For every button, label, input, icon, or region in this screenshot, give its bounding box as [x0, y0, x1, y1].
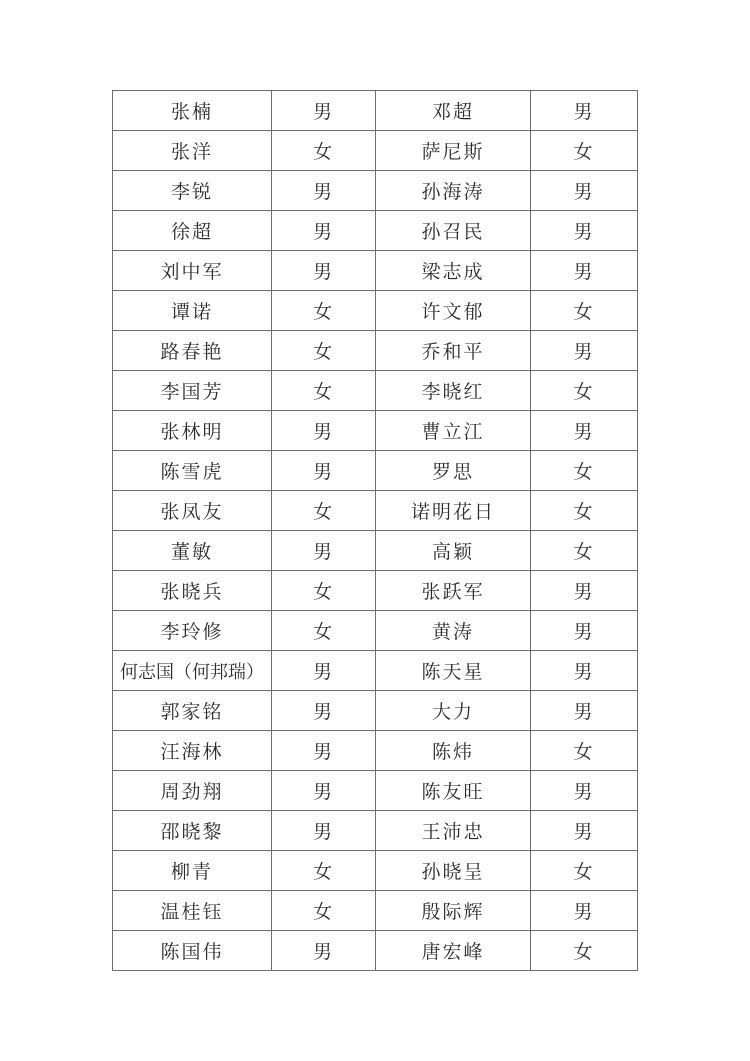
gender-cell-right: 女 [531, 931, 638, 971]
gender-cell-right: 男 [531, 411, 638, 451]
table-row [113, 771, 638, 811]
name-cell-left: 路春艳 [113, 331, 272, 371]
gender-cell-left: 男 [272, 251, 376, 291]
name-cell-right: 孙召民 [376, 211, 531, 251]
gender-cell-right: 女 [531, 131, 638, 171]
name-cell-left: 汪海林 [113, 731, 272, 771]
name-cell-left: 柳青 [113, 851, 272, 891]
gender-cell-right: 女 [531, 451, 638, 491]
table-row [113, 611, 638, 651]
name-cell-left: 周劲翔 [113, 771, 272, 811]
gender-cell-left: 男 [272, 651, 376, 691]
gender-cell-right: 男 [531, 611, 638, 651]
table-row [113, 131, 638, 171]
gender-cell-left: 女 [272, 291, 376, 331]
gender-cell-left: 女 [272, 851, 376, 891]
gender-cell-right: 女 [531, 531, 638, 571]
table-row [113, 691, 638, 731]
table-row [113, 91, 638, 131]
name-cell-right: 孙海涛 [376, 171, 531, 211]
name-cell-right: 萨尼斯 [376, 131, 531, 171]
table-row [113, 411, 638, 451]
name-cell-left: 徐超 [113, 211, 272, 251]
gender-cell-left: 男 [272, 211, 376, 251]
name-cell-right: 诺明花日 [376, 491, 531, 531]
table-row [113, 371, 638, 411]
name-cell-left: 张凤友 [113, 491, 272, 531]
gender-cell-left: 男 [272, 171, 376, 211]
gender-cell-left: 男 [272, 91, 376, 131]
gender-cell-right: 男 [531, 891, 638, 931]
name-cell-left: 陈雪虎 [113, 451, 272, 491]
name-cell-right: 乔和平 [376, 331, 531, 371]
name-cell-left: 李玲修 [113, 611, 272, 651]
gender-cell-left: 女 [272, 571, 376, 611]
table-row [113, 291, 638, 331]
table-row [113, 211, 638, 251]
table-row [113, 851, 638, 891]
name-cell-right: 曹立江 [376, 411, 531, 451]
gender-cell-right: 男 [531, 811, 638, 851]
gender-cell-left: 男 [272, 691, 376, 731]
gender-cell-left: 女 [272, 611, 376, 651]
name-cell-left: 张洋 [113, 131, 272, 171]
gender-cell-right: 女 [531, 371, 638, 411]
table-row [113, 171, 638, 211]
table-row [113, 251, 638, 291]
name-cell-right: 孙晓呈 [376, 851, 531, 891]
gender-cell-right: 男 [531, 571, 638, 611]
table-row [113, 531, 638, 571]
name-cell-right: 邓超 [376, 91, 531, 131]
gender-cell-right: 男 [531, 331, 638, 371]
gender-cell-right: 女 [531, 851, 638, 891]
name-cell-right: 高颖 [376, 531, 531, 571]
name-cell-right: 罗思 [376, 451, 531, 491]
table-body [113, 91, 638, 971]
table-row [113, 451, 638, 491]
name-cell-right: 张跃军 [376, 571, 531, 611]
gender-cell-left: 男 [272, 931, 376, 971]
gender-cell-right: 男 [531, 771, 638, 811]
name-cell-left: 温桂钰 [113, 891, 272, 931]
gender-cell-left: 男 [272, 731, 376, 771]
name-cell-right: 唐宏峰 [376, 931, 531, 971]
name-cell-left: 张林明 [113, 411, 272, 451]
name-cell-right: 陈天星 [376, 651, 531, 691]
gender-cell-left: 女 [272, 891, 376, 931]
name-cell-left: 陈国伟 [113, 931, 272, 971]
name-cell-right: 黄涛 [376, 611, 531, 651]
gender-cell-right: 女 [531, 291, 638, 331]
name-cell-right: 许文郁 [376, 291, 531, 331]
name-cell-right: 陈友旺 [376, 771, 531, 811]
name-cell-left: 董敏 [113, 531, 272, 571]
table-row [113, 811, 638, 851]
name-cell-right: 陈炜 [376, 731, 531, 771]
gender-cell-left: 女 [272, 371, 376, 411]
gender-cell-left: 女 [272, 131, 376, 171]
table-row [113, 491, 638, 531]
table-row [113, 651, 638, 691]
gender-cell-left: 女 [272, 331, 376, 371]
name-cell-right: 王沛忠 [376, 811, 531, 851]
gender-cell-right: 男 [531, 691, 638, 731]
gender-cell-right: 男 [531, 171, 638, 211]
gender-cell-right: 男 [531, 211, 638, 251]
name-cell-left: 郭家铭 [113, 691, 272, 731]
name-cell-right: 殷际辉 [376, 891, 531, 931]
gender-cell-left: 男 [272, 451, 376, 491]
gender-cell-left: 男 [272, 771, 376, 811]
gender-cell-right: 女 [531, 731, 638, 771]
gender-cell-right: 男 [531, 651, 638, 691]
name-cell-right: 李晓红 [376, 371, 531, 411]
name-cell-left: 邵晓黎 [113, 811, 272, 851]
name-cell-left: 谭诺 [113, 291, 272, 331]
table-row [113, 731, 638, 771]
name-cell-left: 张晓兵 [113, 571, 272, 611]
name-cell-left: 刘中军 [113, 251, 272, 291]
gender-cell-left: 女 [272, 491, 376, 531]
gender-cell-left: 男 [272, 811, 376, 851]
name-cell-left: 李国芳 [113, 371, 272, 411]
name-gender-table [112, 90, 638, 971]
gender-cell-right: 男 [531, 91, 638, 131]
gender-cell-right: 女 [531, 491, 638, 531]
table-row [113, 891, 638, 931]
gender-cell-left: 男 [272, 411, 376, 451]
gender-cell-left: 男 [272, 531, 376, 571]
table-row [113, 331, 638, 371]
name-cell-left: 张楠 [113, 91, 272, 131]
name-cell-left: 李锐 [113, 171, 272, 211]
table-row [113, 571, 638, 611]
table-row [113, 931, 638, 971]
name-cell-right: 梁志成 [376, 251, 531, 291]
name-cell-right: 大力 [376, 691, 531, 731]
name-cell-left: 何志国（何邦瑞） [113, 651, 272, 691]
gender-cell-right: 男 [531, 251, 638, 291]
